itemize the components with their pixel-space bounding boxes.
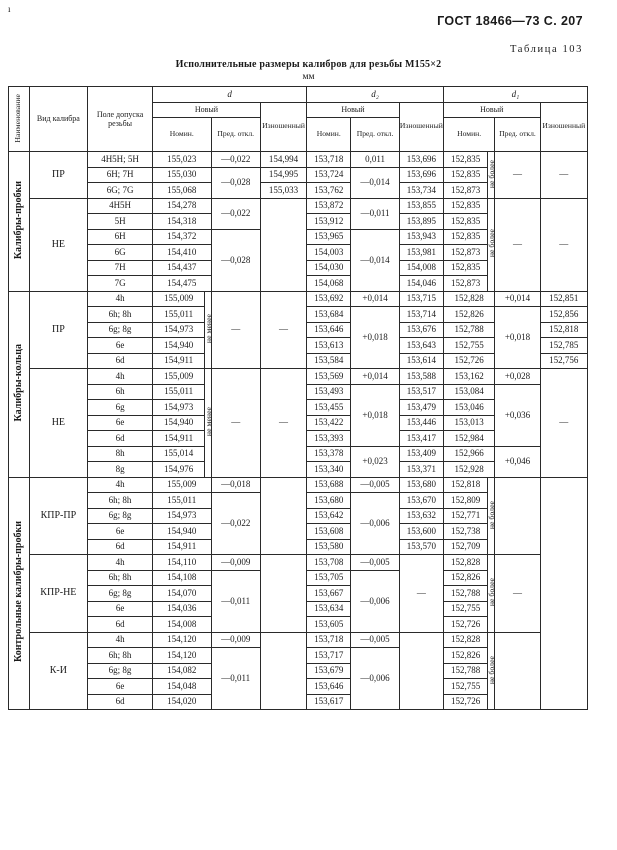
header-d1-novyi: Новый	[443, 102, 540, 118]
pole-cell: 6H	[88, 229, 153, 245]
d2-nom-cell: 153,872	[307, 198, 351, 214]
d-pred-cell: —0,009	[211, 632, 260, 648]
pole-cell: 4h	[88, 369, 153, 385]
d1-nom-cell: 152,828	[443, 555, 487, 571]
d1-pred-cell: +0,028	[495, 369, 540, 385]
d2-nom-cell: 153,455	[307, 400, 351, 416]
d2-izn-cell: 153,446	[399, 415, 443, 431]
ne-bolee-mark: не более	[488, 198, 495, 291]
d2-izn-cell: 153,600	[399, 524, 443, 540]
d1-nom-cell: 152,835	[443, 152, 487, 168]
pole-cell: 6G	[88, 245, 153, 261]
table-row	[9, 291, 588, 307]
d-nom-cell: 154,036	[152, 601, 211, 617]
d2-nom-cell: 153,705	[307, 570, 351, 586]
d2-izn-cell: 154,046	[399, 276, 443, 292]
d2-nom-cell: 153,493	[307, 384, 351, 400]
pole-cell: 6d	[88, 353, 153, 369]
d2-izn-cell: 153,855	[399, 198, 443, 214]
d-nom-cell: 154,973	[152, 322, 204, 338]
pole-cell: 6h; 8h	[88, 570, 153, 586]
d2-nom-cell: 153,646	[307, 679, 351, 695]
d2-izn-cell: 153,981	[399, 245, 443, 261]
ne-bolee-mark: не более	[488, 632, 495, 710]
d1-pred-cell: +0,036	[495, 384, 540, 446]
d-nom-cell: 154,973	[152, 508, 211, 524]
pole-cell: 6g; 8g	[88, 508, 153, 524]
d-nom-cell: 154,372	[152, 229, 211, 245]
d2-pred-cell: —0,005	[351, 632, 399, 648]
d-nom-cell: 154,082	[152, 663, 211, 679]
d1-pred-cell: —	[495, 555, 540, 633]
header-d2-pred: Пред. откл.	[351, 118, 399, 152]
d1-nom-cell: 152,788	[443, 322, 494, 338]
d-izn-cell: 154,995	[260, 167, 306, 183]
table-row	[9, 198, 588, 214]
pole-cell: 6e	[88, 415, 153, 431]
d-nom-cell: 154,070	[152, 586, 211, 602]
d2-nom-cell: 154,030	[307, 260, 351, 276]
pole-cell: 6g; 8g	[88, 586, 153, 602]
d2-nom-cell: 153,569	[307, 369, 351, 385]
d1-pred-cell: —	[495, 198, 540, 291]
pole-cell: 6d	[88, 617, 153, 633]
d1-nom-cell: 152,873	[443, 245, 487, 261]
d2-izn-cell: 153,676	[399, 322, 443, 338]
d1-izn-cell: 152,756	[540, 353, 587, 369]
d-izn-cell: 155,033	[260, 183, 306, 199]
d1-nom-cell: 152,726	[443, 617, 487, 633]
d2-izn-cell: 153,479	[399, 400, 443, 416]
d1-nom-cell: 152,828	[443, 291, 494, 307]
pole-cell: 7G	[88, 276, 153, 292]
d-nom-cell: 155,009	[152, 291, 204, 307]
d2-nom-cell: 153,340	[307, 462, 351, 478]
d-pred-cell: —0,022	[211, 493, 260, 555]
header-vid-kalibra: Вид калибра	[29, 87, 88, 152]
header-d1-pred: Пред. откл.	[495, 118, 540, 152]
d-nom-cell: 155,009	[152, 369, 204, 385]
d2-izn-cell: 153,409	[399, 446, 443, 462]
d2-nom-cell: 153,965	[307, 229, 351, 245]
ne-menee-mark: не менее	[205, 369, 211, 478]
d-nom-cell: 155,011	[152, 307, 204, 323]
table-title: Исполнительные размеры калибров для резьбы М155×2	[175, 59, 442, 70]
pole-cell: 6e	[88, 338, 153, 354]
d2-nom-cell: 153,718	[307, 632, 351, 648]
d1-nom-cell: 152,835	[443, 260, 487, 276]
pole-cell: 4H5H; 5H	[88, 152, 153, 168]
d2-izn-cell: 153,643	[399, 338, 443, 354]
kind-label: КПР-ПР	[29, 477, 88, 555]
d2-izn-cell: 153,895	[399, 214, 443, 230]
d-nom-cell: 154,911	[152, 431, 204, 447]
d1-nom-cell: 153,084	[443, 384, 494, 400]
d2-nom-cell: 153,679	[307, 663, 351, 679]
d2-nom-cell: 153,667	[307, 586, 351, 602]
d-izn-cell	[260, 555, 306, 633]
pole-cell: 6H; 7H	[88, 167, 153, 183]
table-row	[9, 152, 588, 168]
d2-nom-cell: 153,718	[307, 152, 351, 168]
pole-cell: 6h; 8h	[88, 307, 153, 323]
kind-label: НЕ	[29, 369, 88, 478]
d-izn-cell: 154,994	[260, 152, 306, 168]
d2-izn-cell: 153,371	[399, 462, 443, 478]
pole-cell: 6h	[88, 384, 153, 400]
d2-pred-cell: —0,005	[351, 477, 399, 493]
d2-nom-cell: 153,617	[307, 694, 351, 710]
d1-pred-cell: —	[495, 152, 540, 199]
d-nom-cell: 155,068	[152, 183, 211, 199]
d-nom-cell: 154,940	[152, 524, 211, 540]
d2-nom-cell: 153,646	[307, 322, 351, 338]
d2-pred-cell: +0,014	[351, 291, 399, 307]
kind-label: НЕ	[29, 198, 88, 291]
header-d2-izn: Изношенный	[399, 102, 443, 152]
d2-pred-cell: +0,018	[351, 307, 399, 369]
d-nom-cell: 155,011	[152, 493, 211, 509]
d2-izn-cell: —	[399, 555, 443, 633]
d2-nom-cell: 153,584	[307, 353, 351, 369]
d2-pred-cell: —0,011	[351, 198, 399, 229]
table-row	[9, 555, 588, 571]
d1-nom-cell: 152,873	[443, 183, 487, 199]
pole-cell: 6g; 8g	[88, 322, 153, 338]
d2-nom-cell: 153,580	[307, 539, 351, 555]
d-nom-cell: 154,110	[152, 555, 211, 571]
pole-cell: 6g; 8g	[88, 663, 153, 679]
d1-izn-cell: —	[540, 152, 587, 199]
d1-nom-cell: 152,755	[443, 601, 487, 617]
pole-cell: 7H	[88, 260, 153, 276]
header-d-izn: Изношенный	[260, 102, 306, 152]
d1-nom-cell: 152,873	[443, 276, 487, 292]
d1-nom-cell: 152,826	[443, 648, 487, 664]
d2-nom-cell: 153,642	[307, 508, 351, 524]
d1-izn-cell: 152,856	[540, 307, 587, 323]
d2-nom-cell: 153,717	[307, 648, 351, 664]
d2-pred-cell: —0,005	[351, 555, 399, 571]
header-d2-nom: Номин.	[307, 118, 351, 152]
d1-izn-cell: —	[540, 369, 587, 478]
d1-nom-cell: 152,984	[443, 431, 494, 447]
d-pred-cell: —0,011	[211, 648, 260, 710]
d2-nom-cell: 153,912	[307, 214, 351, 230]
d2-pred-cell: —0,006	[351, 570, 399, 632]
d2-nom-cell: 153,608	[307, 524, 351, 540]
ne-bolee-mark: не более	[488, 152, 495, 199]
d-izn-cell	[260, 477, 306, 555]
d1-nom-cell: 152,738	[443, 524, 487, 540]
pole-cell: 4H5H	[88, 198, 153, 214]
d-pred-cell: —0,028	[211, 229, 260, 291]
d-nom-cell: 155,009	[152, 477, 211, 493]
ne-bolee-mark: не более	[488, 477, 495, 555]
d-pred-cell: —0,022	[211, 198, 260, 229]
d1-nom-cell: 152,788	[443, 663, 487, 679]
d-izn-cell: —	[260, 369, 306, 478]
pole-cell: 6e	[88, 601, 153, 617]
kind-label: К-И	[29, 632, 88, 710]
gauge-dimensions-table	[8, 86, 588, 710]
d1-izn-cell: 152,851	[540, 291, 587, 307]
pole-cell: 6d	[88, 539, 153, 555]
d2-izn-cell: 153,570	[399, 539, 443, 555]
d-pred-cell: —0,011	[211, 570, 260, 632]
pole-cell: 4h	[88, 632, 153, 648]
kind-label: КПР-НЕ	[29, 555, 88, 633]
d1-nom-cell: 152,835	[443, 198, 487, 214]
d1-izn-cell: 152,785	[540, 338, 587, 354]
d1-nom-cell: 153,162	[443, 369, 494, 385]
d1-nom-cell: 152,828	[443, 632, 487, 648]
d1-pred-cell: +0,046	[495, 446, 540, 477]
d2-izn-cell: 153,696	[399, 167, 443, 183]
d2-izn-cell: 154,008	[399, 260, 443, 276]
d2-pred-cell: +0,018	[351, 384, 399, 446]
d2-izn-cell: 153,714	[399, 307, 443, 323]
table-row	[9, 632, 588, 648]
d-nom-cell: 154,108	[152, 570, 211, 586]
d2-pred-cell: —0,006	[351, 648, 399, 710]
d1-nom-cell: 152,755	[443, 679, 487, 695]
d2-izn-cell: 153,680	[399, 477, 443, 493]
d1-nom-cell: 152,726	[443, 694, 487, 710]
d1-nom-cell: 152,709	[443, 539, 487, 555]
pole-cell: 6d	[88, 694, 153, 710]
pole-cell: 6e	[88, 524, 153, 540]
d2-izn-cell	[399, 632, 443, 710]
header-d2-novyi: Новый	[307, 102, 400, 118]
d1-izn-cell: 152,818	[540, 322, 587, 338]
ne-bolee-mark: не более	[488, 555, 495, 633]
d1-nom-cell: 152,788	[443, 586, 487, 602]
pole-cell: 6e	[88, 679, 153, 695]
d1-izn-cell	[540, 477, 587, 710]
d1-pred-cell: +0,014	[495, 291, 540, 307]
d2-pred-cell: +0,023	[351, 446, 399, 477]
pole-cell: 8g	[88, 462, 153, 478]
d2-nom-cell: 153,762	[307, 183, 351, 199]
header-naimenovanie: Наименование	[9, 87, 30, 152]
pole-cell: 4h	[88, 291, 153, 307]
d2-nom-cell: 153,634	[307, 601, 351, 617]
d2-nom-cell: 153,613	[307, 338, 351, 354]
page-header: ГОСТ 18466—73 С. 207	[437, 14, 583, 28]
d-izn-cell: —	[260, 291, 306, 369]
d-nom-cell: 154,278	[152, 198, 211, 214]
kind-label: ПР	[29, 152, 88, 199]
d-nom-cell: 155,011	[152, 384, 204, 400]
pole-cell: 6g	[88, 400, 153, 416]
d2-pred-cell: 0,011	[351, 152, 399, 168]
d1-nom-cell: 152,726	[443, 353, 494, 369]
d1-nom-cell: 152,809	[443, 493, 487, 509]
d-izn-cell	[260, 632, 306, 710]
d2-izn-cell: 153,632	[399, 508, 443, 524]
d-pred-cell: —0,009	[211, 555, 260, 571]
d-nom-cell: 154,008	[152, 617, 211, 633]
ne-menee-mark: не менее	[205, 291, 211, 369]
d-izn-cell	[260, 198, 306, 291]
header-d1-nom: Номин.	[443, 118, 494, 152]
d-pred-cell: —0,018	[211, 477, 260, 493]
d-nom-cell: 154,410	[152, 245, 211, 261]
d1-nom-cell: 152,966	[443, 446, 494, 462]
pole-cell: 6h; 8h	[88, 648, 153, 664]
d-nom-cell: 154,911	[152, 353, 204, 369]
d2-nom-cell: 153,724	[307, 167, 351, 183]
d2-pred-cell: +0,014	[351, 369, 399, 385]
d2-nom-cell: 153,422	[307, 415, 351, 431]
d1-nom-cell: 152,835	[443, 229, 487, 245]
table-row	[9, 477, 588, 493]
header-d: d	[152, 87, 306, 103]
d2-izn-cell: 153,517	[399, 384, 443, 400]
header-pole-dopuska: Поле допуска резьбы	[88, 87, 153, 152]
d1-pred-cell	[495, 477, 540, 555]
d-nom-cell: 154,048	[152, 679, 211, 695]
d1-nom-cell: 153,046	[443, 400, 494, 416]
d2-nom-cell: 153,684	[307, 307, 351, 323]
pole-cell: 5H	[88, 214, 153, 230]
d-nom-cell: 154,120	[152, 632, 211, 648]
corner-mark: ı	[8, 4, 11, 14]
d-nom-cell: 155,023	[152, 152, 211, 168]
d-nom-cell: 155,030	[152, 167, 211, 183]
d2-nom-cell: 153,708	[307, 555, 351, 571]
d-nom-cell: 154,020	[152, 694, 211, 710]
d-nom-cell: 155,014	[152, 446, 204, 462]
d1-nom-cell: 153,013	[443, 415, 494, 431]
d1-nom-cell: 152,818	[443, 477, 487, 493]
table-unit: мм	[302, 72, 315, 82]
group-label: Контрольные калибры-пробки	[9, 477, 30, 710]
pole-cell: 6G; 7G	[88, 183, 153, 199]
pole-cell: 6d	[88, 431, 153, 447]
header-d-novyi: Новый	[152, 102, 260, 118]
d-pred-cell: —	[211, 369, 260, 478]
d2-nom-cell: 153,680	[307, 493, 351, 509]
d2-nom-cell: 153,393	[307, 431, 351, 447]
d1-nom-cell: 152,835	[443, 167, 487, 183]
d2-nom-cell: 153,688	[307, 477, 351, 493]
table-row	[9, 369, 588, 385]
group-label: Калибры-кольца	[9, 291, 30, 477]
d-pred-cell: —	[211, 291, 260, 369]
d2-nom-cell: 153,378	[307, 446, 351, 462]
d1-nom-cell: 152,835	[443, 214, 487, 230]
d-nom-cell: 154,475	[152, 276, 211, 292]
d2-izn-cell: 153,588	[399, 369, 443, 385]
d-nom-cell: 154,973	[152, 400, 204, 416]
d-nom-cell: 154,940	[152, 415, 204, 431]
d2-izn-cell: 153,670	[399, 493, 443, 509]
d2-izn-cell: 153,614	[399, 353, 443, 369]
d2-izn-cell: 153,943	[399, 229, 443, 245]
d2-nom-cell: 153,605	[307, 617, 351, 633]
d1-nom-cell: 152,826	[443, 570, 487, 586]
header-d-pred: Пред. откл.	[211, 118, 260, 152]
pole-cell: 4h	[88, 477, 153, 493]
d2-izn-cell: 153,715	[399, 291, 443, 307]
d1-nom-cell: 152,928	[443, 462, 494, 478]
group-label: Калибры-пробки	[9, 152, 30, 292]
d2-nom-cell: 154,068	[307, 276, 351, 292]
d1-nom-cell: 152,826	[443, 307, 494, 323]
d-nom-cell: 154,437	[152, 260, 211, 276]
pole-cell: 4h	[88, 555, 153, 571]
d2-izn-cell: 153,734	[399, 183, 443, 199]
d1-pred-cell	[495, 632, 540, 710]
d-nom-cell: 154,911	[152, 539, 211, 555]
d2-pred-cell: —0,014	[351, 167, 399, 198]
d-pred-cell: —0,022	[211, 152, 260, 168]
d2-nom-cell: 154,003	[307, 245, 351, 261]
d2-izn-cell: 153,696	[399, 152, 443, 168]
d1-nom-cell: 152,755	[443, 338, 494, 354]
d-nom-cell: 154,120	[152, 648, 211, 664]
d-nom-cell: 154,940	[152, 338, 204, 354]
table-number: Таблица 103	[509, 44, 583, 55]
d-pred-cell: —0,028	[211, 167, 260, 198]
d2-izn-cell: 153,417	[399, 431, 443, 447]
kind-label: ПР	[29, 291, 88, 369]
header-d1-izn: Изношенный	[540, 102, 587, 152]
pole-cell: 6h; 8h	[88, 493, 153, 509]
d1-izn-cell: —	[540, 198, 587, 291]
d2-nom-cell: 153,692	[307, 291, 351, 307]
d1-nom-cell: 152,771	[443, 508, 487, 524]
header-d2: d₂	[307, 87, 444, 103]
d1-pred-cell: +0,018	[495, 307, 540, 369]
header-d1: d₁	[443, 87, 587, 103]
d-nom-cell: 154,976	[152, 462, 204, 478]
header-d-nom: Номин.	[152, 118, 211, 152]
pole-cell: 8h	[88, 446, 153, 462]
d2-pred-cell: —0,014	[351, 229, 399, 291]
d2-pred-cell: —0,006	[351, 493, 399, 555]
d-nom-cell: 154,318	[152, 214, 211, 230]
